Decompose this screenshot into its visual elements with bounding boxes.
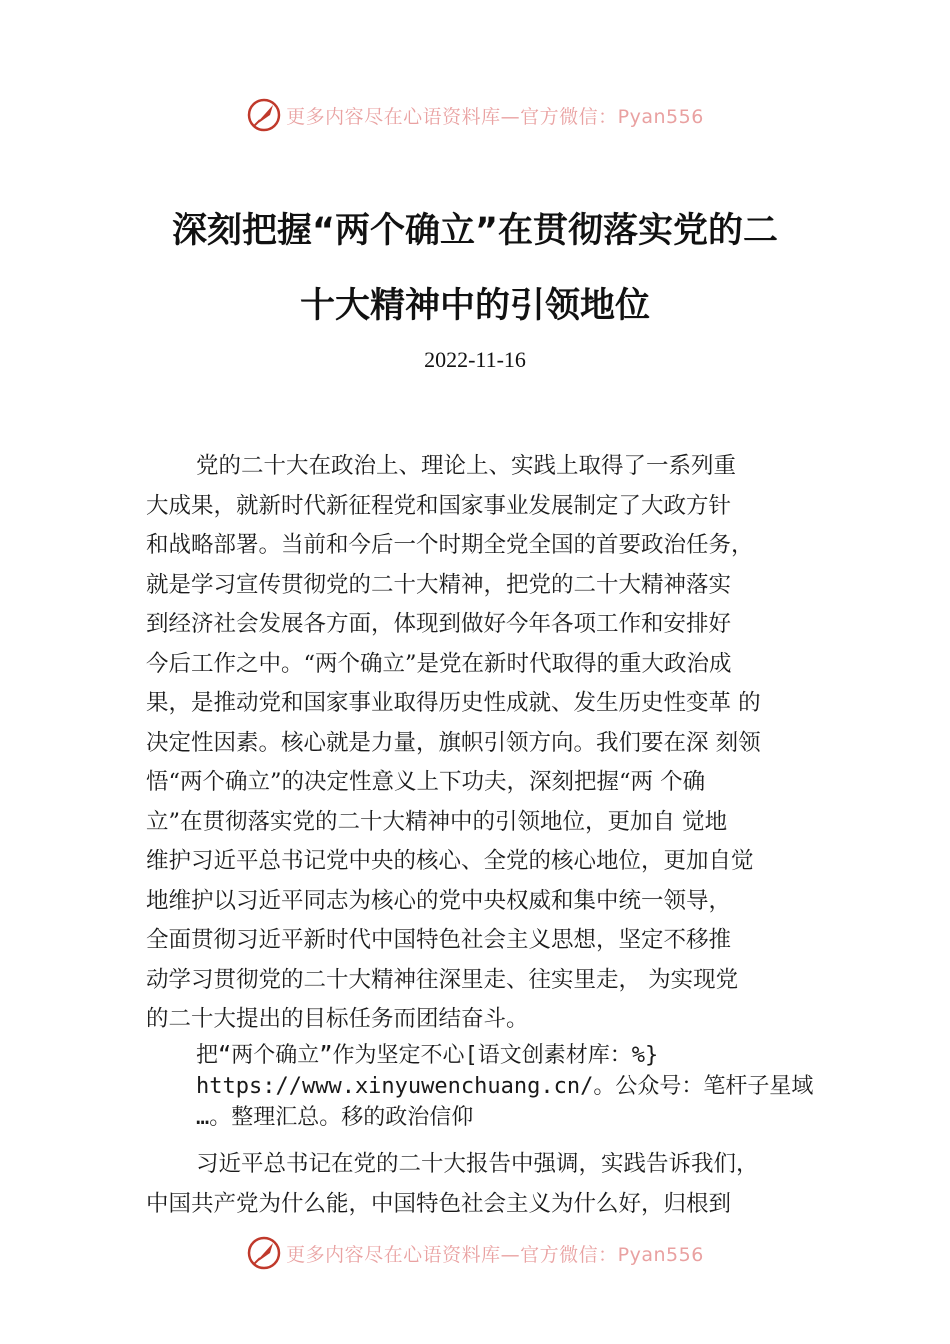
source-url-line: https://www.xinyuwenchuang.cn/。公众号：笔杆子星域 [196,1074,814,1099]
text-line: 全面贯彻习近平新时代中国特色社会主义思想，坚定不移推 [146,927,732,953]
document-title-line-2: 十大精神中的引领地位 [299,286,650,326]
watermark-header [0,95,950,135]
text-line: …。整理汇总。移的政治信仰 [196,1105,474,1130]
watermark-footer [0,1233,950,1273]
text-line: 就是学习宣传贯彻党的二十大精神，把党的二十大精神落实 [146,571,732,598]
document-title-line-1: 深刻把握“两个确立”在贯彻落实党的二 [171,211,778,251]
text-line: 地维护以习近平同志为核心的党中央权威和集中统一领导， [146,887,732,914]
paragraph-1 [146,447,836,1040]
text-line: 维护习近平总书记党中央的核心、全党的核心地位，更加自觉 [146,848,754,874]
quill-logo-icon [246,97,282,133]
text-line: 动学习贯彻党的二十大精神往深里走、往实里走， 为实现党 [146,966,739,993]
text-line: 中国共产党为什么能，中国特色社会主义为什么好，归根到 [146,1191,732,1217]
text-line: 到经济社会发展各方面，体现到做好今年各项工作和安排好 [146,611,732,637]
text-line: 今后工作之中。“两个确立”是党在新时代取得的重大政治成 [146,650,732,677]
watermark-text: 更多内容尽在心语资料库—官方微信：Pyan556 [286,1243,704,1266]
text-line: 把“两个确立”作为坚定不心[语文创素材库：%} [196,1043,659,1068]
text-line: 立”在贯彻落实党的二十大精神中的引领地位，更加自 觉地 [146,808,728,835]
text-line: 和战略部署。当前和今后一个时期全党全国的首要政治任务， [146,532,754,558]
text-line: 决定性因素。核心就是力量，旗帜引领方向。我们要在深 刻领 [146,729,761,756]
text-line: 悟“两个确立”的决定性意义上下功夫，深刻把握“两 个确 [146,769,706,795]
text-line: 果，是推动党和国家事业取得历史性成就、发生历史性变革 的 [146,690,761,716]
text-line: 习近平总书记在党的二十大报告中强调，实践告诉我们， [196,1151,759,1177]
watermark-text: 更多内容尽在心语资料库—官方微信：Pyan556 [286,105,704,128]
text-line: 的二十大提出的目标任务而团结奋斗。 [146,1006,529,1032]
inserted-source-note [196,1040,836,1133]
quill-logo-icon [246,1235,282,1271]
paragraph-2 [146,1144,836,1224]
text-line: 大成果，就新时代新征程党和国家事业发展制定了大政方针 [146,492,732,519]
text-line: 党的二十大在政治上、理论上、实践上取得了一系列重 [196,453,737,479]
publish-date: 2022-11-16 [424,347,526,372]
